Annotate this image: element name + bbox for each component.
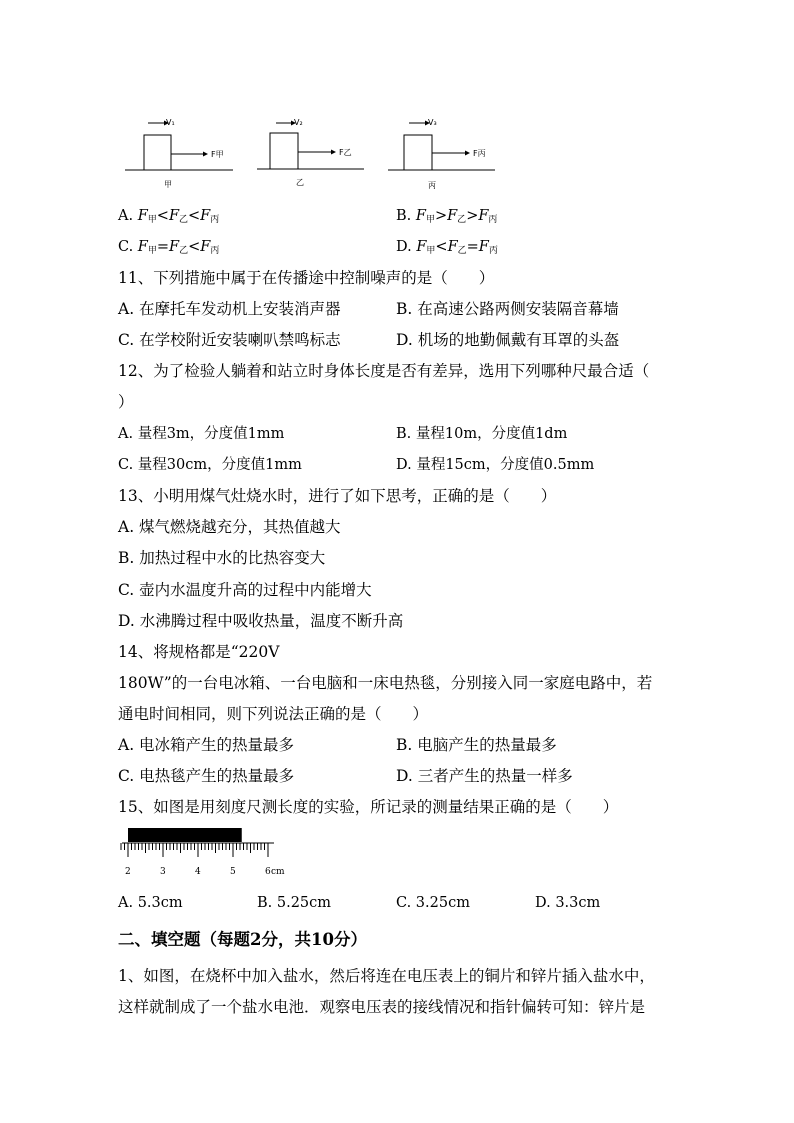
q15-option-c: C. 3.25cm <box>396 895 470 911</box>
q13-option-c: C. 壶内水温度升高的过程中内能增大 <box>118 581 372 599</box>
fill-q1-line1: 1、如图，在烧杯中加入盐水，然后将连在电压表上的铜片和锌片插入盐水中， <box>118 967 655 985</box>
ruler-unit-label: cm <box>271 867 285 877</box>
q12-option-b: B. 量程10m，分度值1dm <box>396 426 568 442</box>
q11-option-a: A. 在摩托车发动机上安装消声器 <box>118 300 341 318</box>
section-heading: 二、填空题（每题2分，共10分） <box>118 930 367 949</box>
figure-panel-3 <box>388 118 495 190</box>
force-label: F丙 <box>473 149 486 158</box>
force-label: F乙 <box>339 148 352 157</box>
q11-stem: 11、下列措施中属于在传播途中控制噪声的是（ ） <box>118 269 495 287</box>
q14-stem: 14、将规格都是“220V <box>118 643 280 661</box>
measured-object <box>128 828 242 842</box>
q10-option-b: B. $F_甲>F_乙>F_丙$ <box>396 208 498 225</box>
panel-label: 乙 <box>296 178 304 187</box>
figure-panel-1 <box>125 118 233 189</box>
q11-option-b: B. 在高速公路两侧安装隔音幕墙 <box>396 300 619 318</box>
panel-label: 丙 <box>428 181 436 190</box>
panel-label: 甲 <box>164 180 172 189</box>
q11-option-c: C. 在学校附近安装喇叭禁鸣标志 <box>118 331 341 349</box>
q13-stem: 13、小明用煤气灶烧水时，进行了如下思考，正确的是（ ） <box>118 487 557 505</box>
ruler-tick-label: 5 <box>230 867 236 877</box>
q12-stem: 12、为了检验人躺着和站立时身体长度是否有差异，选用下列哪种尺最合适（ <box>118 362 650 380</box>
q15-option-d: D. 3.3cm <box>535 895 601 911</box>
q12-option-c: C. 量程30cm，分度值1mm <box>118 457 302 473</box>
velocity-label: V₃ <box>428 118 437 127</box>
force-label: F甲 <box>211 150 224 159</box>
q12-stem-cont: ） <box>118 393 134 411</box>
velocity-label: V₂ <box>294 118 303 127</box>
q14-option-b: B. 电脑产生的热量最多 <box>396 736 557 754</box>
ruler-figure <box>118 824 298 880</box>
ruler-tick-label: 2 <box>125 867 131 877</box>
q12-option-d: D. 量程15cm，分度值0.5mm <box>396 457 595 473</box>
q15-option-b: B. 5.25cm <box>257 895 332 911</box>
q15-option-a: A. 5.3cm <box>118 895 183 911</box>
q14-option-c: C. 电热毯产生的热量最多 <box>118 767 295 785</box>
q10-option-d: D. $F_甲<F_乙=F_丙$ <box>396 239 498 256</box>
q13-option-b: B. 加热过程中水的比热容变大 <box>118 549 326 567</box>
fill-q1-line2: 这样就制成了一个盐水电池．观察电压表的接线情况和指针偏转可知：锌片是 <box>118 998 646 1016</box>
q13-option-a: A. 煤气燃烧越充分，其热值越大 <box>118 518 341 536</box>
q10-option-a: A. $F_甲<F_乙<F_丙$ <box>118 208 220 225</box>
q14-option-a: A. 电冰箱产生的热量最多 <box>118 736 295 754</box>
q14-stem-cont2: 通电时间相同，则下列说法正确的是（ ） <box>118 705 429 723</box>
q12-option-a: A. 量程3m，分度值1mm <box>118 426 285 442</box>
velocity-label: V₁ <box>166 118 175 127</box>
ruler-tick-label: 4 <box>195 867 201 877</box>
q14-option-d: D. 三者产生的热量一样多 <box>396 767 573 785</box>
q13-option-d: D. 水沸腾过程中吸收热量，温度不断升高 <box>118 612 404 630</box>
force-figure <box>0 0 794 200</box>
ruler-tick-label: 3 <box>160 867 166 877</box>
figure-panel-2 <box>257 118 364 187</box>
q10-option-c: C. $F_甲=F_乙<F_丙$ <box>118 239 220 256</box>
q15-stem: 15、如图是用刻度尺测长度的实验，所记录的测量结果正确的是（ ） <box>118 798 619 816</box>
q11-option-d: D. 机场的地勤佩戴有耳罩的头盔 <box>396 331 620 349</box>
ruler-tick-label: 6 <box>265 867 271 877</box>
q14-stem-cont1: 180W”的一台电冰箱、一台电脑和一床电热毯，分别接入同一家庭电路中，若 <box>118 674 653 692</box>
